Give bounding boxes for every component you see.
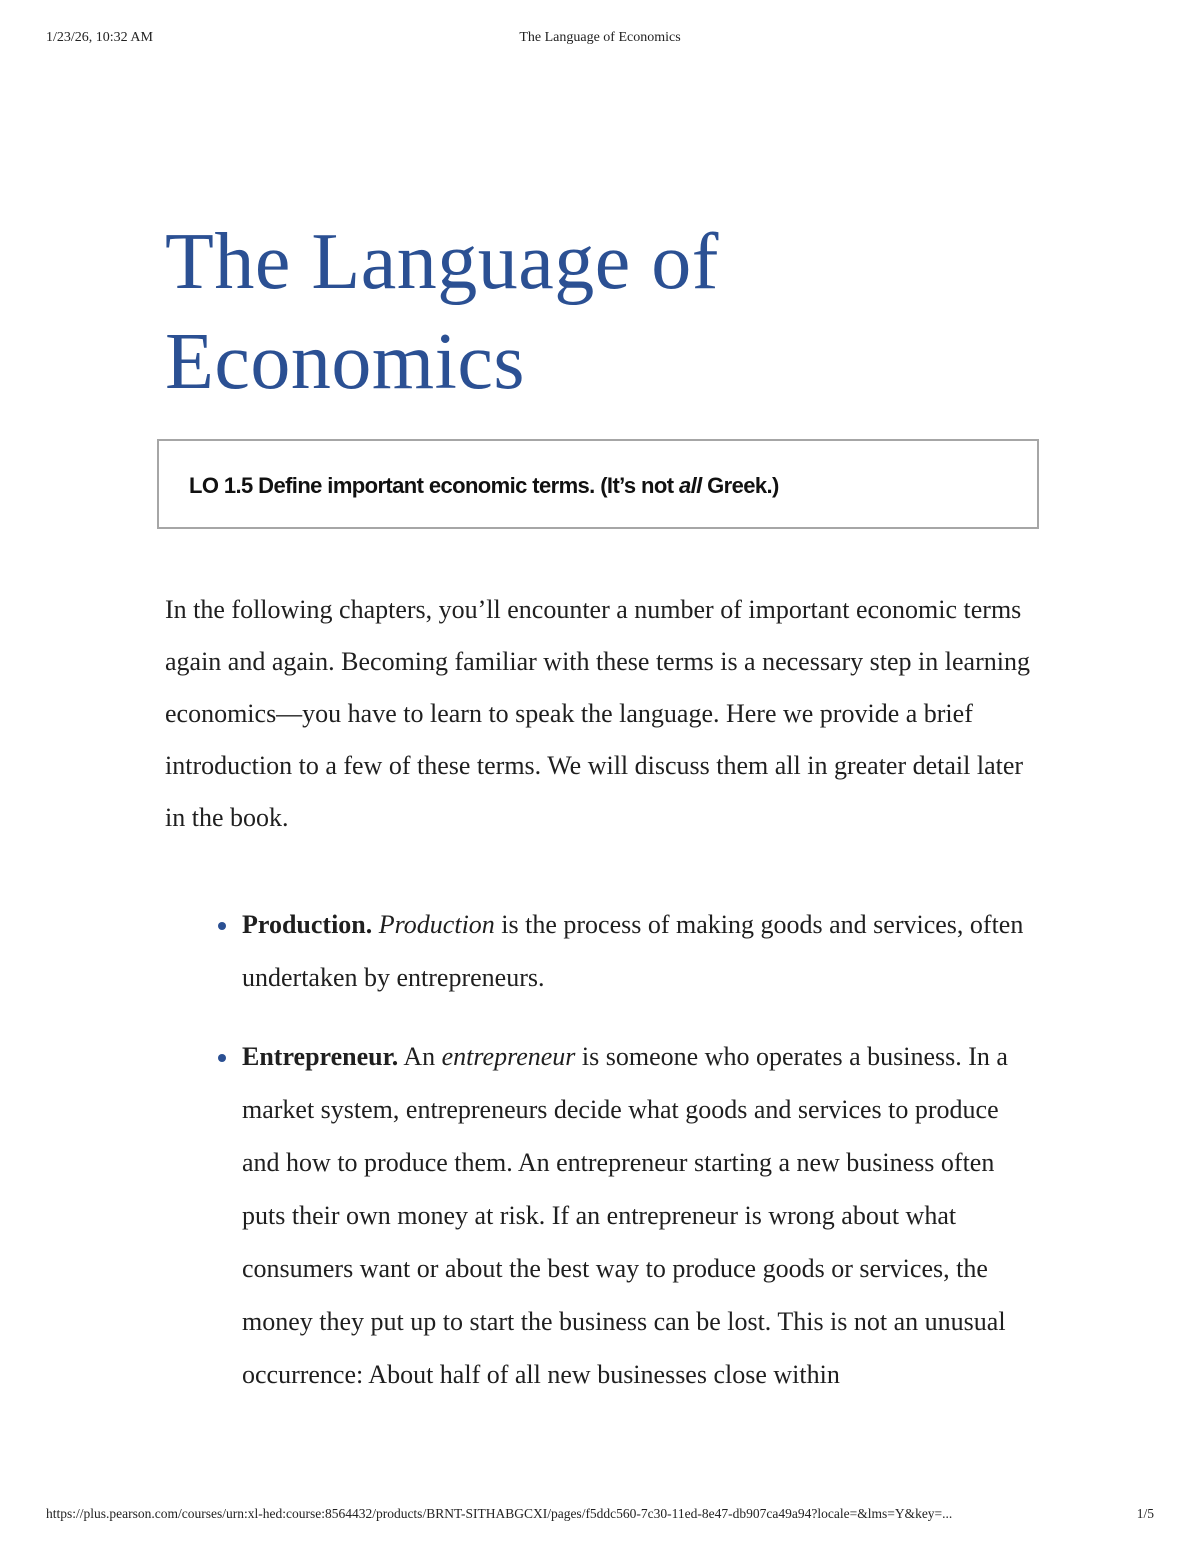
print-url: https://plus.pearson.com/courses/urn:xl-hed:course:8564432/products/BRNT-SITHABGCXI/pages/f5ddc560-7c30-11ed-8e47-db907ca49a94?locale=&lms=Y&key=... [46,1506,953,1521]
bullet-icon [218,1054,226,1062]
page-title-line-2: Economics [165,318,525,406]
term-list [242,898,1042,1427]
objective-emphasis: all [678,473,702,498]
term-name: Entrepreneur. [242,1042,399,1071]
print-header-title: The Language of Economics [519,30,681,45]
learning-objective-text [189,473,779,499]
print-page-number: 1/5 [1136,1506,1154,1521]
term-item-production [242,898,1042,1004]
learning-objective-box [157,439,1039,529]
term-item-entrepreneur [242,1030,1042,1401]
page-title-line-1: The Language of [165,218,719,306]
term-name: Production. [242,910,373,939]
term-definition: is the process of making goods and services, often undertaken by entrepreneurs. [242,910,1024,992]
bullet-icon [218,922,226,930]
print-footer [0,1506,1200,1526]
print-header [0,30,1200,50]
page-title [165,212,1065,412]
term-keyword: entrepreneur [441,1042,576,1071]
print-datetime: 1/23/26, 10:32 AM [46,30,153,45]
intro-paragraph: In the following chapters, you’ll encounter a number of important economic terms again and again. Becoming familiar with these terms is a necessary step in learning economics—you have to learn to speak the language. Here we provide a brief introduction to a few of these terms. We will discuss them all in greater detail later in the book. [165,595,1030,832]
objective-suffix: Greek.) [701,473,779,498]
term-definition: is someone who operates a business. In a market system, entrepreneurs decide what goods and services to produce and how to produce them. An entrepreneur starting a new business often puts their own money at risk. If an entrepreneur is wrong about what consumers want or about the best way to produce goods or services, the money they put up to start the business can be lost. This is not an unusual occurrence: About half of all new businesses close within [242,1042,1008,1389]
term-keyword: Production [378,910,495,939]
term-lead: An [398,1042,442,1071]
objective-prefix: LO 1.5 Define important economic terms. (It’s not [189,473,679,498]
